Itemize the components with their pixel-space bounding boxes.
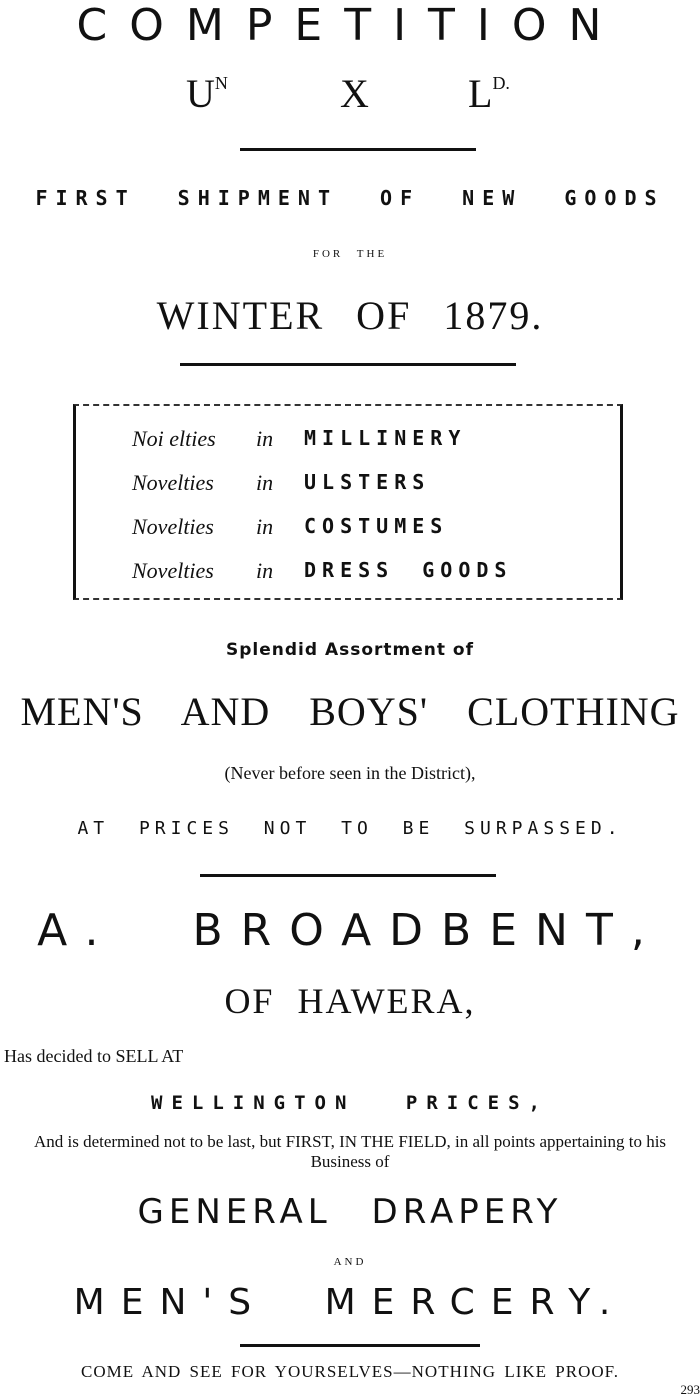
and-text: AND xyxy=(333,1256,367,1268)
novelty-item: DRESS GOODS xyxy=(304,558,513,582)
novelty-item: ULSTERS xyxy=(304,470,431,494)
novelty-label: Novelties xyxy=(132,470,214,495)
general-drapery: GENERAL DRAPERY xyxy=(137,1192,563,1232)
for-the-text: FOR THE xyxy=(312,248,388,260)
heading-competition: COMPETITION xyxy=(76,0,624,51)
come-and-see: COME AND SEE FOR YOURSELVES—NOTHING LIKE PROOF. xyxy=(81,1362,619,1381)
abbrev-un: $U^N$ xyxy=(186,71,228,116)
clothing-headline: MEN'S AND BOYS' CLOTHING xyxy=(20,689,680,734)
novelty-row xyxy=(132,514,449,540)
abbrev-row xyxy=(0,70,700,120)
page-number: 293 xyxy=(680,1382,700,1397)
divider-3 xyxy=(200,874,496,877)
determined-text: And is determined not to be last, but FIRST, IN THE FIELD, in all points appertaining to his Business of xyxy=(33,1132,667,1171)
novelties-box xyxy=(73,404,623,600)
merchant-town: OF HAWERA, xyxy=(224,981,476,1021)
abbrev-ld: $L^{D.}$ xyxy=(468,71,510,116)
shipment-headline: FIRST SHIPMENT OF NEW GOODS xyxy=(35,186,665,210)
abbrev-x: X xyxy=(340,71,369,116)
novelty-row xyxy=(132,470,431,496)
novelty-label: Noi elties xyxy=(132,426,216,451)
never-before-text: (Never before seen in the District), xyxy=(224,763,476,783)
decided-text: Has decided to SELL AT xyxy=(4,1046,184,1066)
divider-2 xyxy=(180,363,516,366)
novelty-in: in xyxy=(256,426,274,451)
novelty-label: Novelties xyxy=(132,514,214,539)
wellington-prices: WELLINGTON PRICES, xyxy=(151,1092,549,1114)
divider-4 xyxy=(240,1344,480,1347)
mens-mercery: MEN'S MERCERY. xyxy=(73,1282,627,1323)
prices-text: AT PRICES NOT TO BE SURPASSED. xyxy=(77,818,623,839)
merchant-name: A. BROADBENT, xyxy=(37,905,663,956)
novelty-row xyxy=(132,558,513,584)
winter-headline: WINTER OF 1879. xyxy=(156,293,544,338)
novelty-in: in xyxy=(256,470,274,495)
splendid-text: Splendid Assortment of xyxy=(225,640,474,660)
novelty-label: Novelties xyxy=(132,558,214,583)
divider-1 xyxy=(240,148,476,151)
novelty-row xyxy=(132,426,467,452)
novelty-in: in xyxy=(256,514,274,539)
novelty-in: in xyxy=(256,558,274,583)
novelty-item: MILLINERY xyxy=(304,426,467,450)
novelty-item: COSTUMES xyxy=(304,514,449,538)
